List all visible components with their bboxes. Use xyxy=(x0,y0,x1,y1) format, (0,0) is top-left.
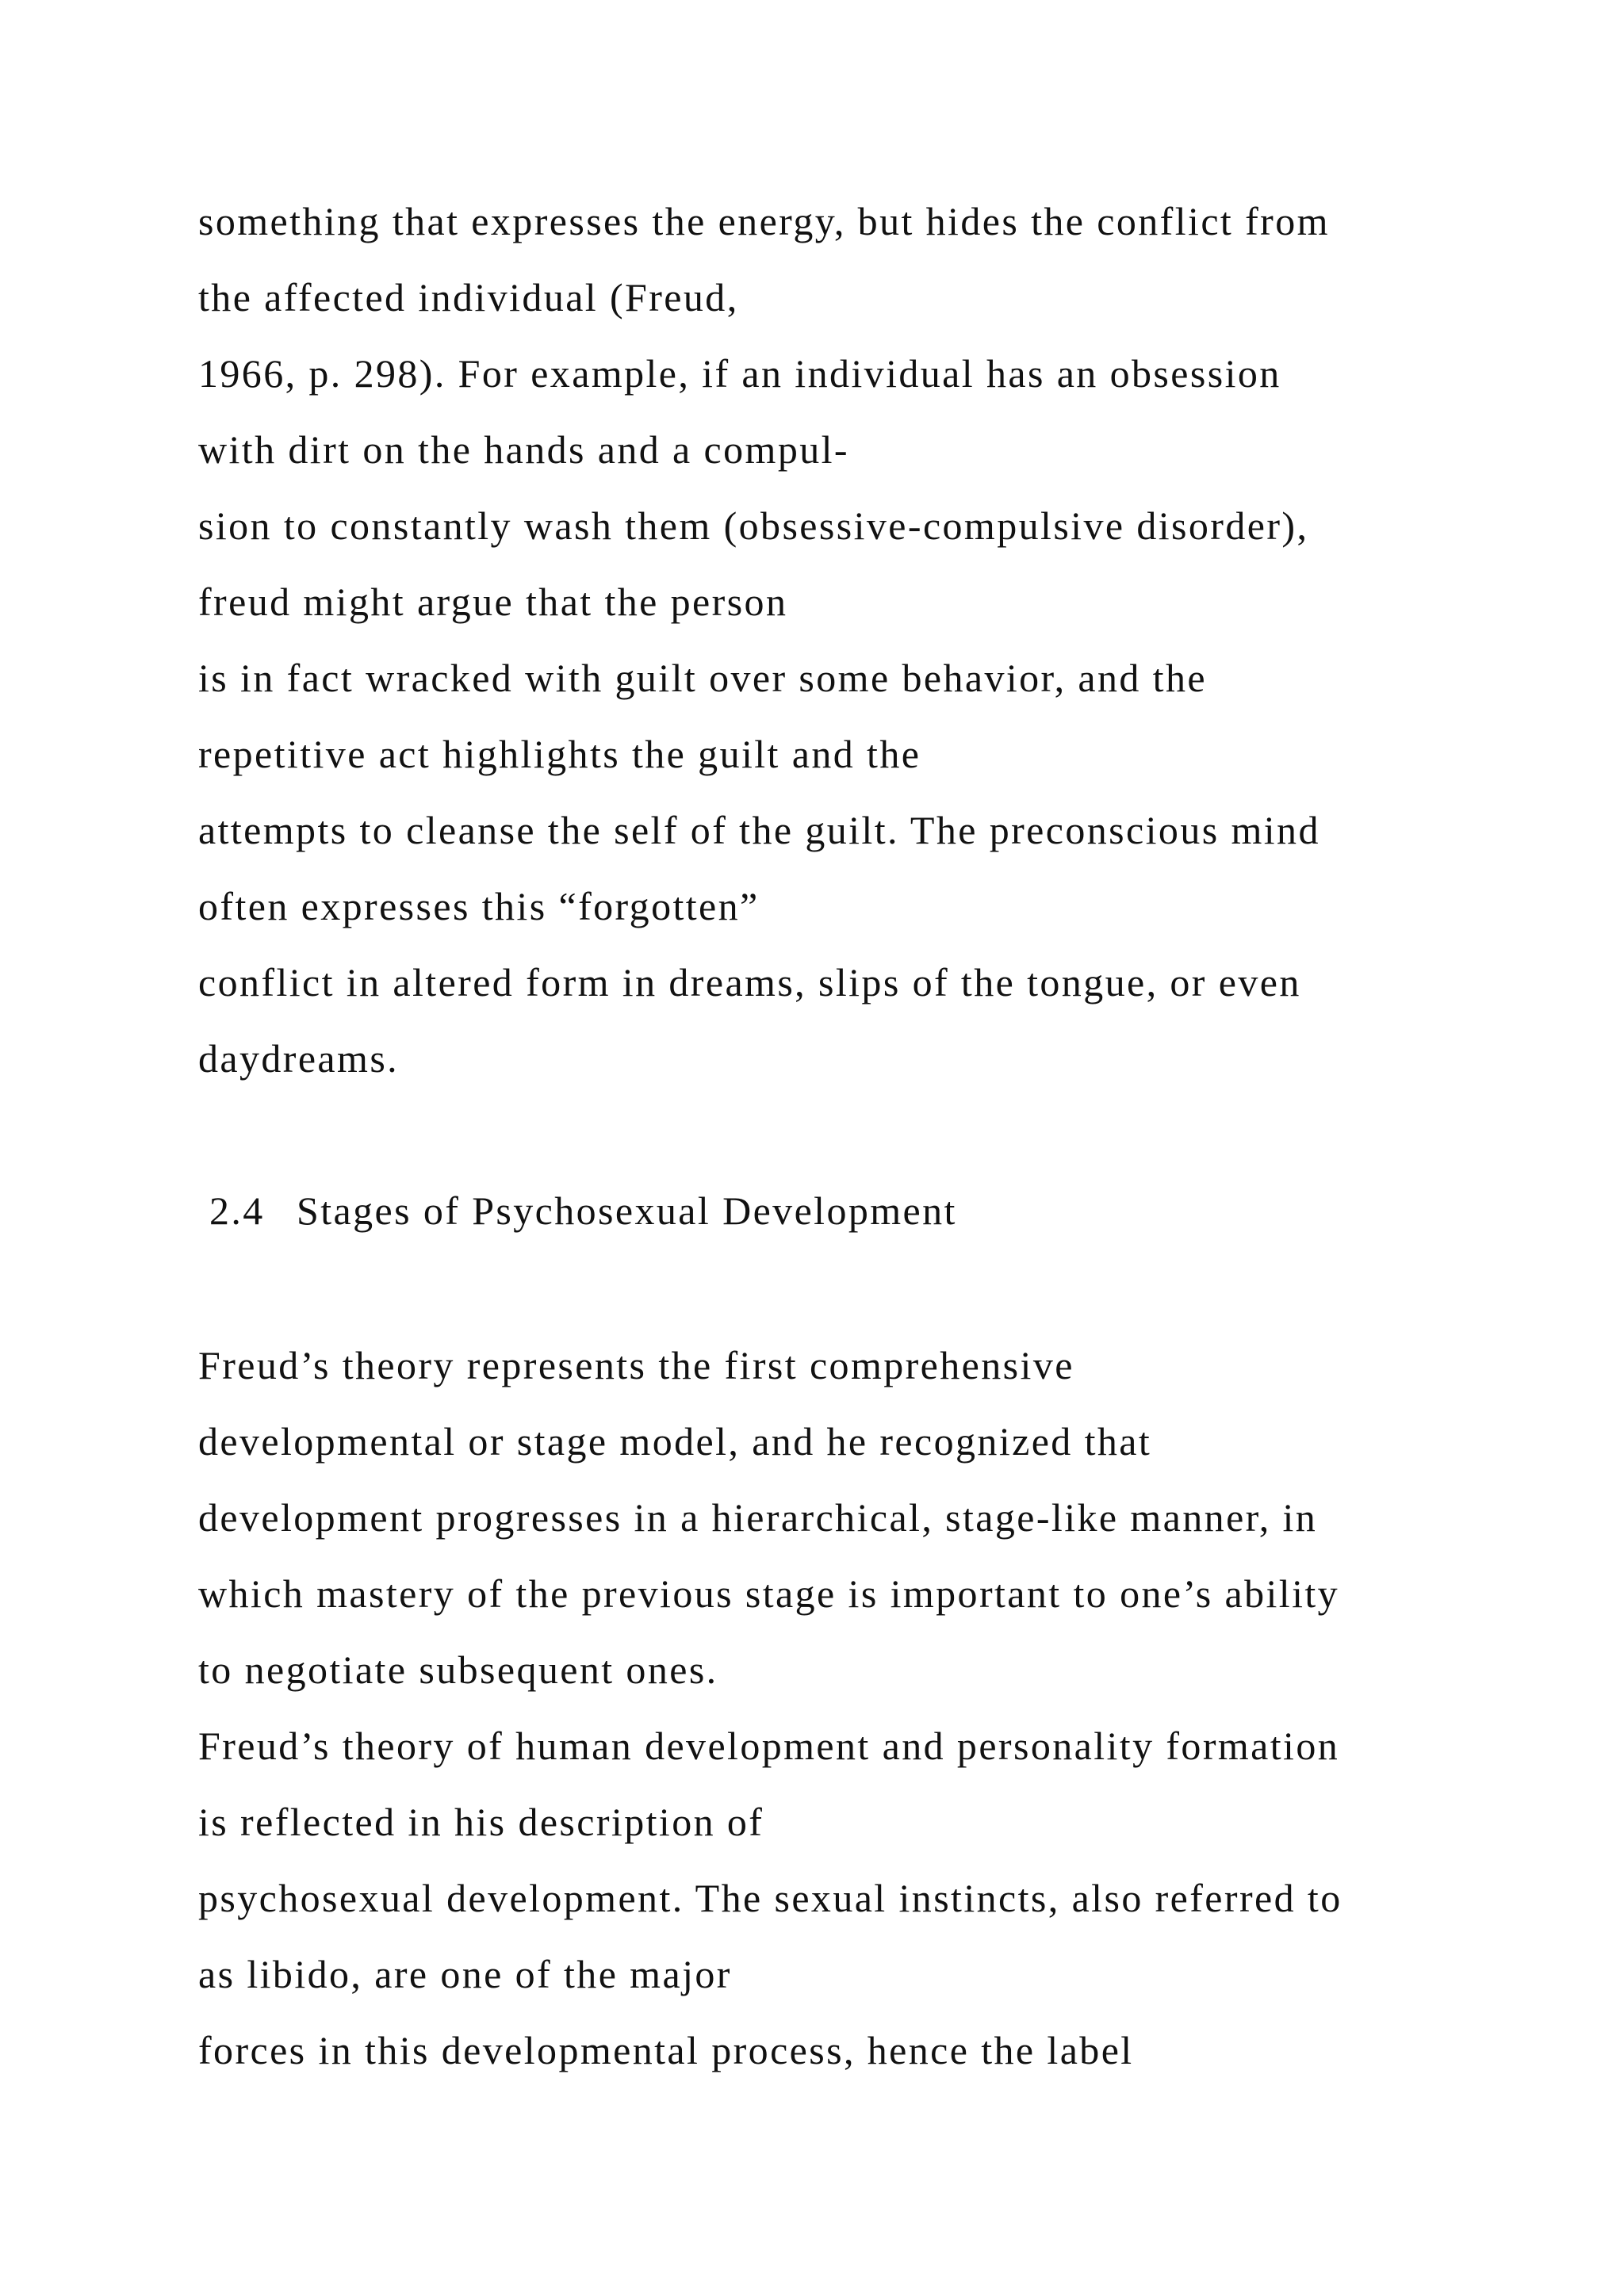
text-line: is in fact wracked with guilt over some behavior, and the xyxy=(198,656,1207,700)
text-line: the affected individual (Freud, xyxy=(198,275,739,320)
section-number: 2.4 xyxy=(209,1188,265,1233)
text-line: which mastery of the previous stage is important to one’s ability xyxy=(198,1571,1340,1616)
text-line: conflict in altered form in dreams, slips of the tongue, or even xyxy=(198,960,1301,1004)
text-line: often expresses this “forgotten” xyxy=(198,884,760,928)
text-line: freud might argue that the person xyxy=(198,580,788,624)
text-line: psychosexual development. The sexual instincts, also referred to xyxy=(198,1876,1342,1920)
section-title: Stages of Psychosexual Development xyxy=(297,1188,957,1233)
text-line: Freud’s theory of human development and personality formation xyxy=(198,1724,1340,1768)
text-line: development progresses in a hierarchical, stage-like manner, in xyxy=(198,1495,1318,1540)
text-line: as libido, are one of the major xyxy=(198,1952,732,1996)
text-line: developmental or stage model, and he recognized that xyxy=(198,1419,1152,1464)
text-line: forces in this developmental process, hence the label xyxy=(198,2028,1134,2072)
text-line: attempts to cleanse the self of the guilt. The preconscious mind xyxy=(198,808,1320,852)
text-line: something that expresses the energy, but hides the conflict from xyxy=(198,199,1330,243)
text-line: repetitive act highlights the guilt and the xyxy=(198,732,921,776)
text-line: 1966, p. 298). For example, if an individual has an obsession xyxy=(198,351,1281,396)
text-line: Freud’s theory represents the first comprehensive xyxy=(198,1343,1074,1387)
text-line: to negotiate subsequent ones. xyxy=(198,1647,718,1692)
section-heading xyxy=(209,1188,957,1233)
text-line: with dirt on the hands and a compul- xyxy=(198,427,849,472)
text-line: is reflected in his description of xyxy=(198,1800,764,1844)
text-line: daydreams. xyxy=(198,1036,400,1081)
text-line: sion to constantly wash them (obsessive-compulsive disorder), xyxy=(198,503,1309,548)
